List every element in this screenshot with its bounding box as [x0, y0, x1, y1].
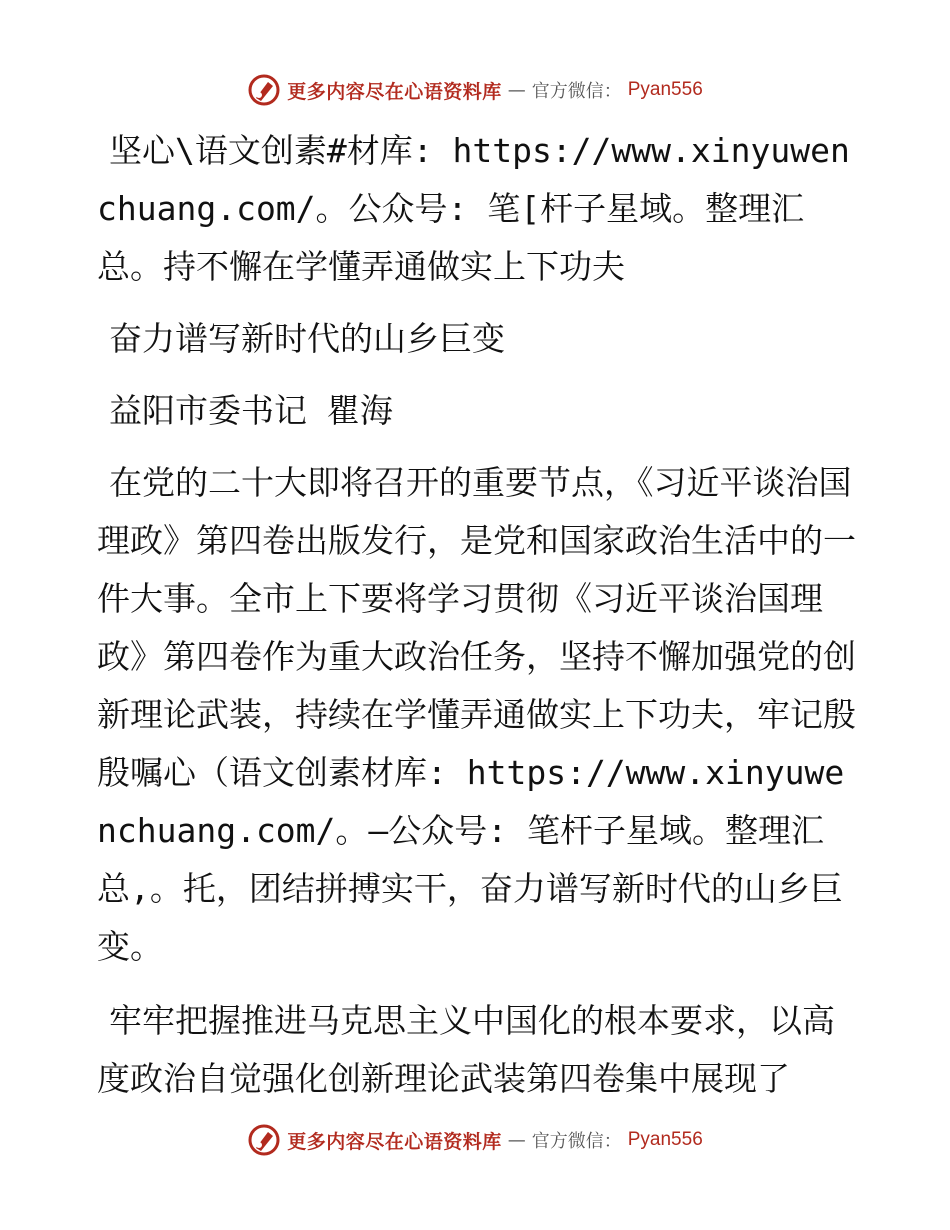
brand-logo-icon — [247, 73, 281, 107]
banner-sub-text: 官方微信： — [531, 81, 622, 102]
article-author: 益阳市委书记 瞿海 — [109, 391, 393, 430]
header-watermark-banner — [0, 70, 950, 110]
banner-wechat-id: Pyan556 — [627, 1129, 703, 1150]
paragraph-section-one: 牢牢把握推进马克思主义中国化的根本要求，以高度政治自觉强化创新理论武装第四卷集中展现了 — [97, 1001, 835, 1098]
banner-main-text: 更多内容尽在心语资料库 — [287, 80, 502, 103]
article-title: 奋力谱写新时代的山乡巨变 — [109, 319, 505, 358]
banner-wechat-id: Pyan556 — [627, 79, 703, 100]
paragraph-source-note: 坚心\语文创素#材库: https://www.xinyuwenchuang.com/。公众号: 笔[杆子星域。整理汇总。持不懈在学懂弄通做实上下功夫 — [97, 131, 850, 286]
document-body — [97, 122, 857, 1108]
banner-sub-text: 官方微信： — [531, 1131, 622, 1152]
paragraph-intro: 在党的二十大即将召开的重要节点，《习近平谈治国理政》第四卷出版发行，是党和国家政治生活中的一件大事。全市上下要将学习贯彻《习近平谈治国理政》第四卷作为重大政治任务，坚持不懈加强党的创新理论武装，持续在学懂弄通做实上下功夫，牢记殷殷嘱心（语文创素材库: https://www.xinyuwenchuang.com/。—公众号: 笔杆子星域。整理汇总,。托，团结拼搏实干，奋力谱写新时代的山乡巨变。 — [97, 463, 856, 966]
banner-dash: — — [507, 79, 526, 101]
footer-watermark-banner — [0, 1120, 950, 1160]
brand-logo-icon — [247, 1123, 281, 1157]
banner-main-text: 更多内容尽在心语资料库 — [287, 1130, 502, 1153]
banner-dash: — — [507, 1129, 526, 1151]
